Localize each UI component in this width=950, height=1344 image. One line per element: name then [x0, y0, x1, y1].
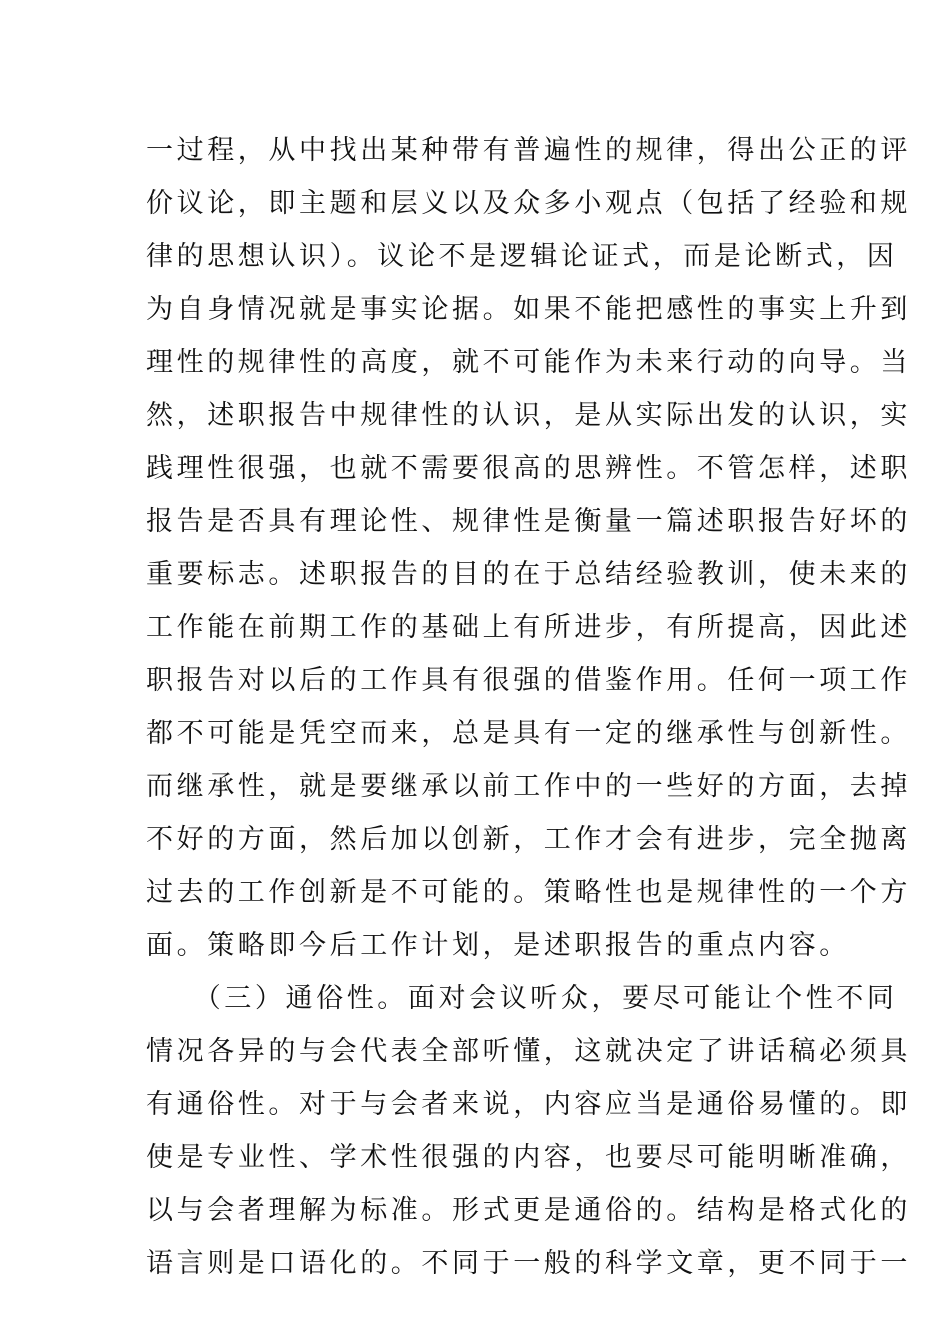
text-line: 一过程，从中找出某种带有普遍性的规律，得出公正的评	[146, 135, 911, 166]
text-line: 都不可能是凭空而来，总是具有一定的继承性与创新性。	[146, 718, 911, 749]
text-line: 践理性很强，也就不需要很高的思辨性。不管怎样，述职	[146, 453, 911, 484]
text-line: 然，述职报告中规律性的认识，是从实际出发的认识，实	[146, 400, 911, 431]
text-line: 为自身情况就是事实论据。如果不能把感性的事实上升到	[146, 294, 911, 325]
text-line: 职报告对以后的工作具有很强的借鉴作用。任何一项工作	[146, 665, 911, 696]
body-text	[146, 124, 911, 1290]
text-line: 以与会者理解为标准。形式更是通俗的。结构是格式化的	[146, 1195, 911, 1226]
text-line: 报告是否具有理论性、规律性是衡量一篇述职报告好坏的	[146, 506, 911, 537]
text-line: 情况各异的与会代表全部听懂，这就决定了讲话稿必须具	[146, 1036, 911, 1067]
text-line: 而继承性，就是要继承以前工作中的一些好的方面，去掉	[146, 771, 911, 802]
text-line: 价议论，即主题和层义以及众多小观点（包括了经验和规	[146, 188, 911, 219]
text-line: 使是专业性、学术性很强的内容，也要尽可能明晰准确，	[146, 1142, 911, 1173]
text-line: 律的思想认识）。议论不是逻辑论证式，而是论断式，因	[146, 241, 898, 272]
text-line: 工作能在前期工作的基础上有所进步，有所提高，因此述	[146, 612, 911, 643]
text-line: 语言则是口语化的。不同于一般的科学文章，更不同于一	[146, 1248, 911, 1279]
text-line: 面。策略即今后工作计划，是述职报告的重点内容。	[146, 930, 850, 961]
text-line: 不好的方面，然后加以创新，工作才会有进步，完全抛离	[146, 824, 911, 855]
section-heading-line: （三）通俗性。面对会议听众，要尽可能让个性不同	[146, 983, 898, 1014]
text-line: 重要标志。述职报告的目的在于总结经验教训，使未来的	[146, 559, 911, 590]
text-line: 理性的规律性的高度，就不可能作为未来行动的向导。当	[146, 347, 911, 378]
text-line: 有通俗性。对于与会者来说，内容应当是通俗易懂的。即	[146, 1089, 911, 1120]
text-line: 过去的工作创新是不可能的。策略性也是规律性的一个方	[146, 877, 911, 908]
